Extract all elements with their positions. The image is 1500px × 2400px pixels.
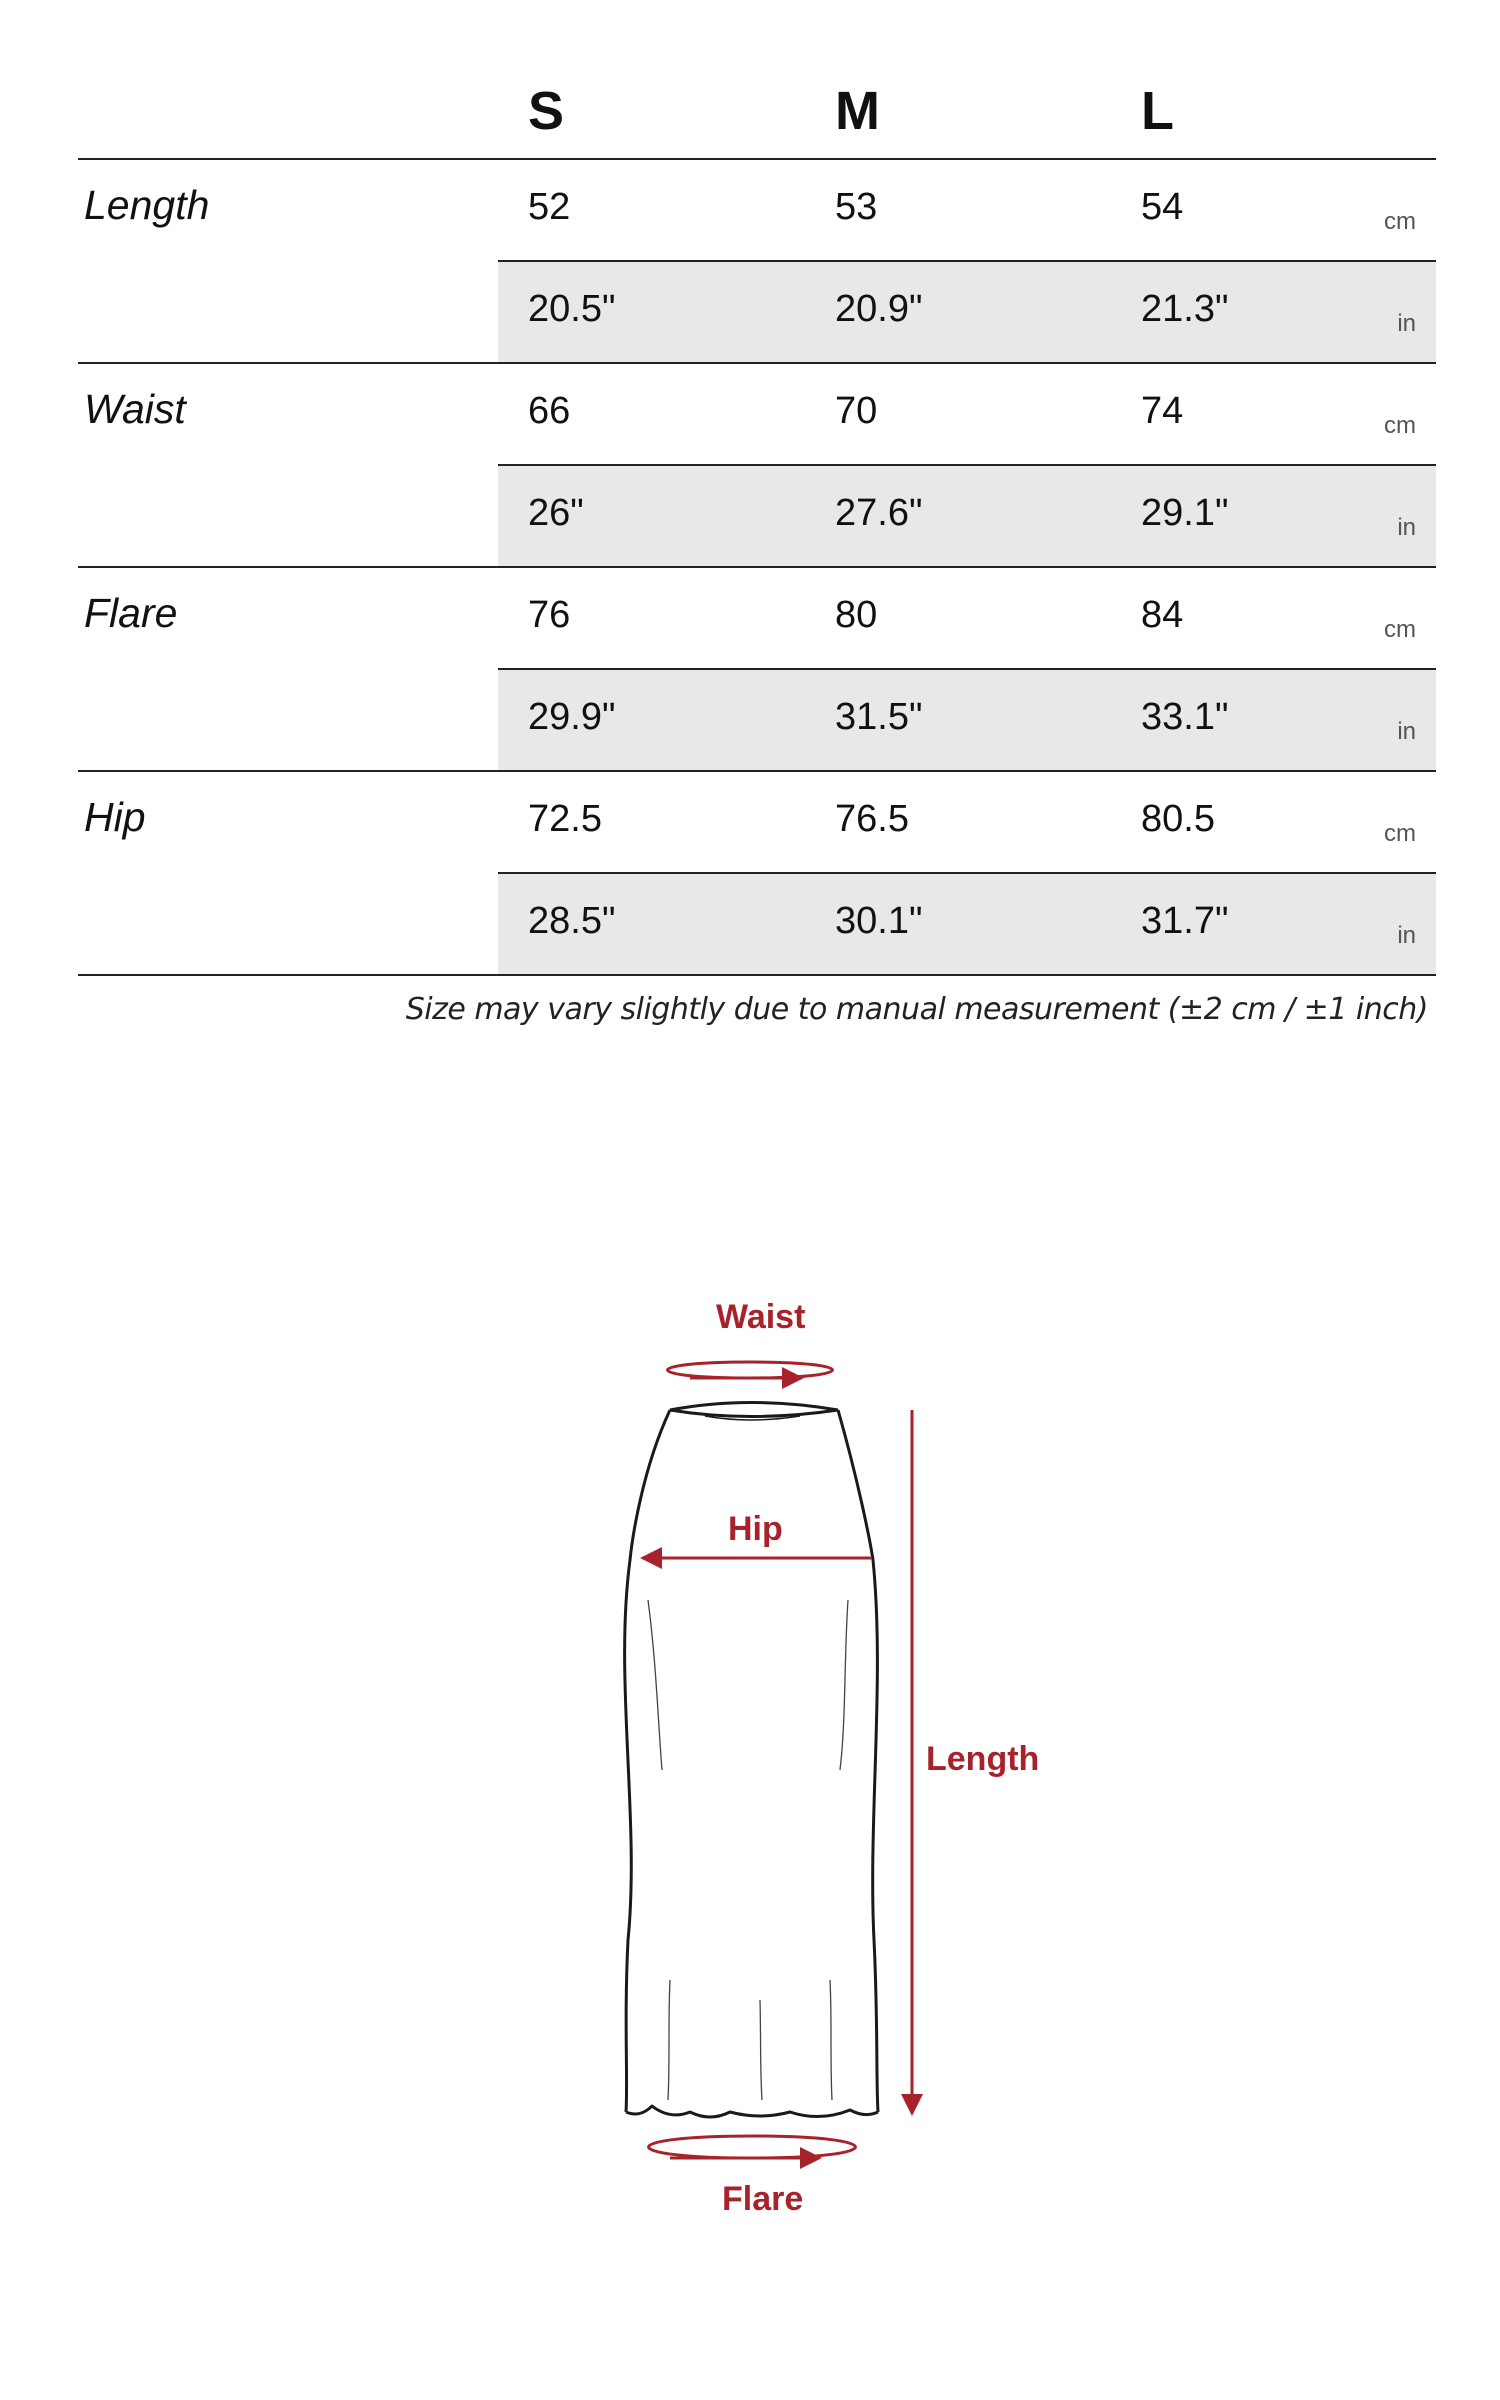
unit-cm: cm bbox=[1384, 208, 1416, 235]
cell-in: 31.7" bbox=[1141, 900, 1229, 942]
cell-cm: 53 bbox=[835, 186, 878, 228]
divider bbox=[498, 260, 1436, 262]
skirt-diagram bbox=[600, 1300, 1060, 2220]
cell-in: 29.1" bbox=[1141, 492, 1229, 534]
row-label-flare: Flare bbox=[84, 590, 178, 636]
diagram-label-waist: Waist bbox=[716, 1298, 806, 1336]
diagram-label-length: Length bbox=[926, 1740, 1040, 1778]
cell-in: 20.9" bbox=[835, 288, 923, 330]
divider bbox=[498, 464, 1436, 466]
divider bbox=[78, 362, 1436, 364]
divider bbox=[78, 566, 1436, 568]
inch-row-shade bbox=[498, 262, 1436, 362]
divider bbox=[498, 872, 1436, 874]
cell-cm: 72.5 bbox=[528, 798, 602, 840]
cell-cm: 70 bbox=[835, 390, 878, 432]
cell-cm: 80 bbox=[835, 594, 878, 636]
inch-row-shade bbox=[498, 670, 1436, 770]
flare-arrow bbox=[649, 2136, 856, 2158]
cell-in: 20.5" bbox=[528, 288, 616, 330]
row-label-length: Length bbox=[84, 182, 210, 228]
cell-in: 21.3" bbox=[1141, 288, 1229, 330]
unit-cm: cm bbox=[1384, 616, 1416, 643]
divider bbox=[498, 668, 1436, 670]
diagram-label-hip: Hip bbox=[728, 1510, 783, 1548]
row-label-hip: Hip bbox=[84, 794, 146, 840]
cell-cm: 52 bbox=[528, 186, 571, 228]
cell-cm: 84 bbox=[1141, 594, 1184, 636]
cell-in: 33.1" bbox=[1141, 696, 1229, 738]
divider bbox=[78, 158, 1436, 160]
cell-cm: 74 bbox=[1141, 390, 1184, 432]
waist-arrow bbox=[668, 1362, 833, 1378]
cell-cm: 76.5 bbox=[835, 798, 909, 840]
size-header-s: S bbox=[528, 81, 565, 141]
unit-in: in bbox=[1397, 514, 1416, 541]
cell-cm: 76 bbox=[528, 594, 571, 636]
cell-cm: 80.5 bbox=[1141, 798, 1215, 840]
divider bbox=[78, 974, 1436, 976]
unit-in: in bbox=[1397, 922, 1416, 949]
cell-in: 30.1" bbox=[835, 900, 923, 942]
cell-in: 26" bbox=[528, 492, 584, 534]
measurement-note: Size may vary slightly due to manual measurement (±2 cm / ±1 inch) bbox=[405, 992, 1428, 1027]
unit-cm: cm bbox=[1384, 412, 1416, 439]
row-label-waist: Waist bbox=[84, 386, 186, 432]
unit-cm: cm bbox=[1384, 820, 1416, 847]
cell-in: 28.5" bbox=[528, 900, 616, 942]
diagram-label-flare: Flare bbox=[722, 2180, 804, 2218]
unit-in: in bbox=[1397, 718, 1416, 745]
inch-row-shade bbox=[498, 466, 1436, 566]
size-header-m: M bbox=[835, 81, 880, 141]
cell-in: 31.5" bbox=[835, 696, 923, 738]
inch-row-shade bbox=[498, 874, 1436, 974]
cell-in: 27.6" bbox=[835, 492, 923, 534]
cell-in: 29.9" bbox=[528, 696, 616, 738]
cell-cm: 54 bbox=[1141, 186, 1184, 228]
divider bbox=[78, 770, 1436, 772]
cell-cm: 66 bbox=[528, 390, 571, 432]
size-header-l: L bbox=[1141, 81, 1174, 141]
unit-in: in bbox=[1397, 310, 1416, 337]
